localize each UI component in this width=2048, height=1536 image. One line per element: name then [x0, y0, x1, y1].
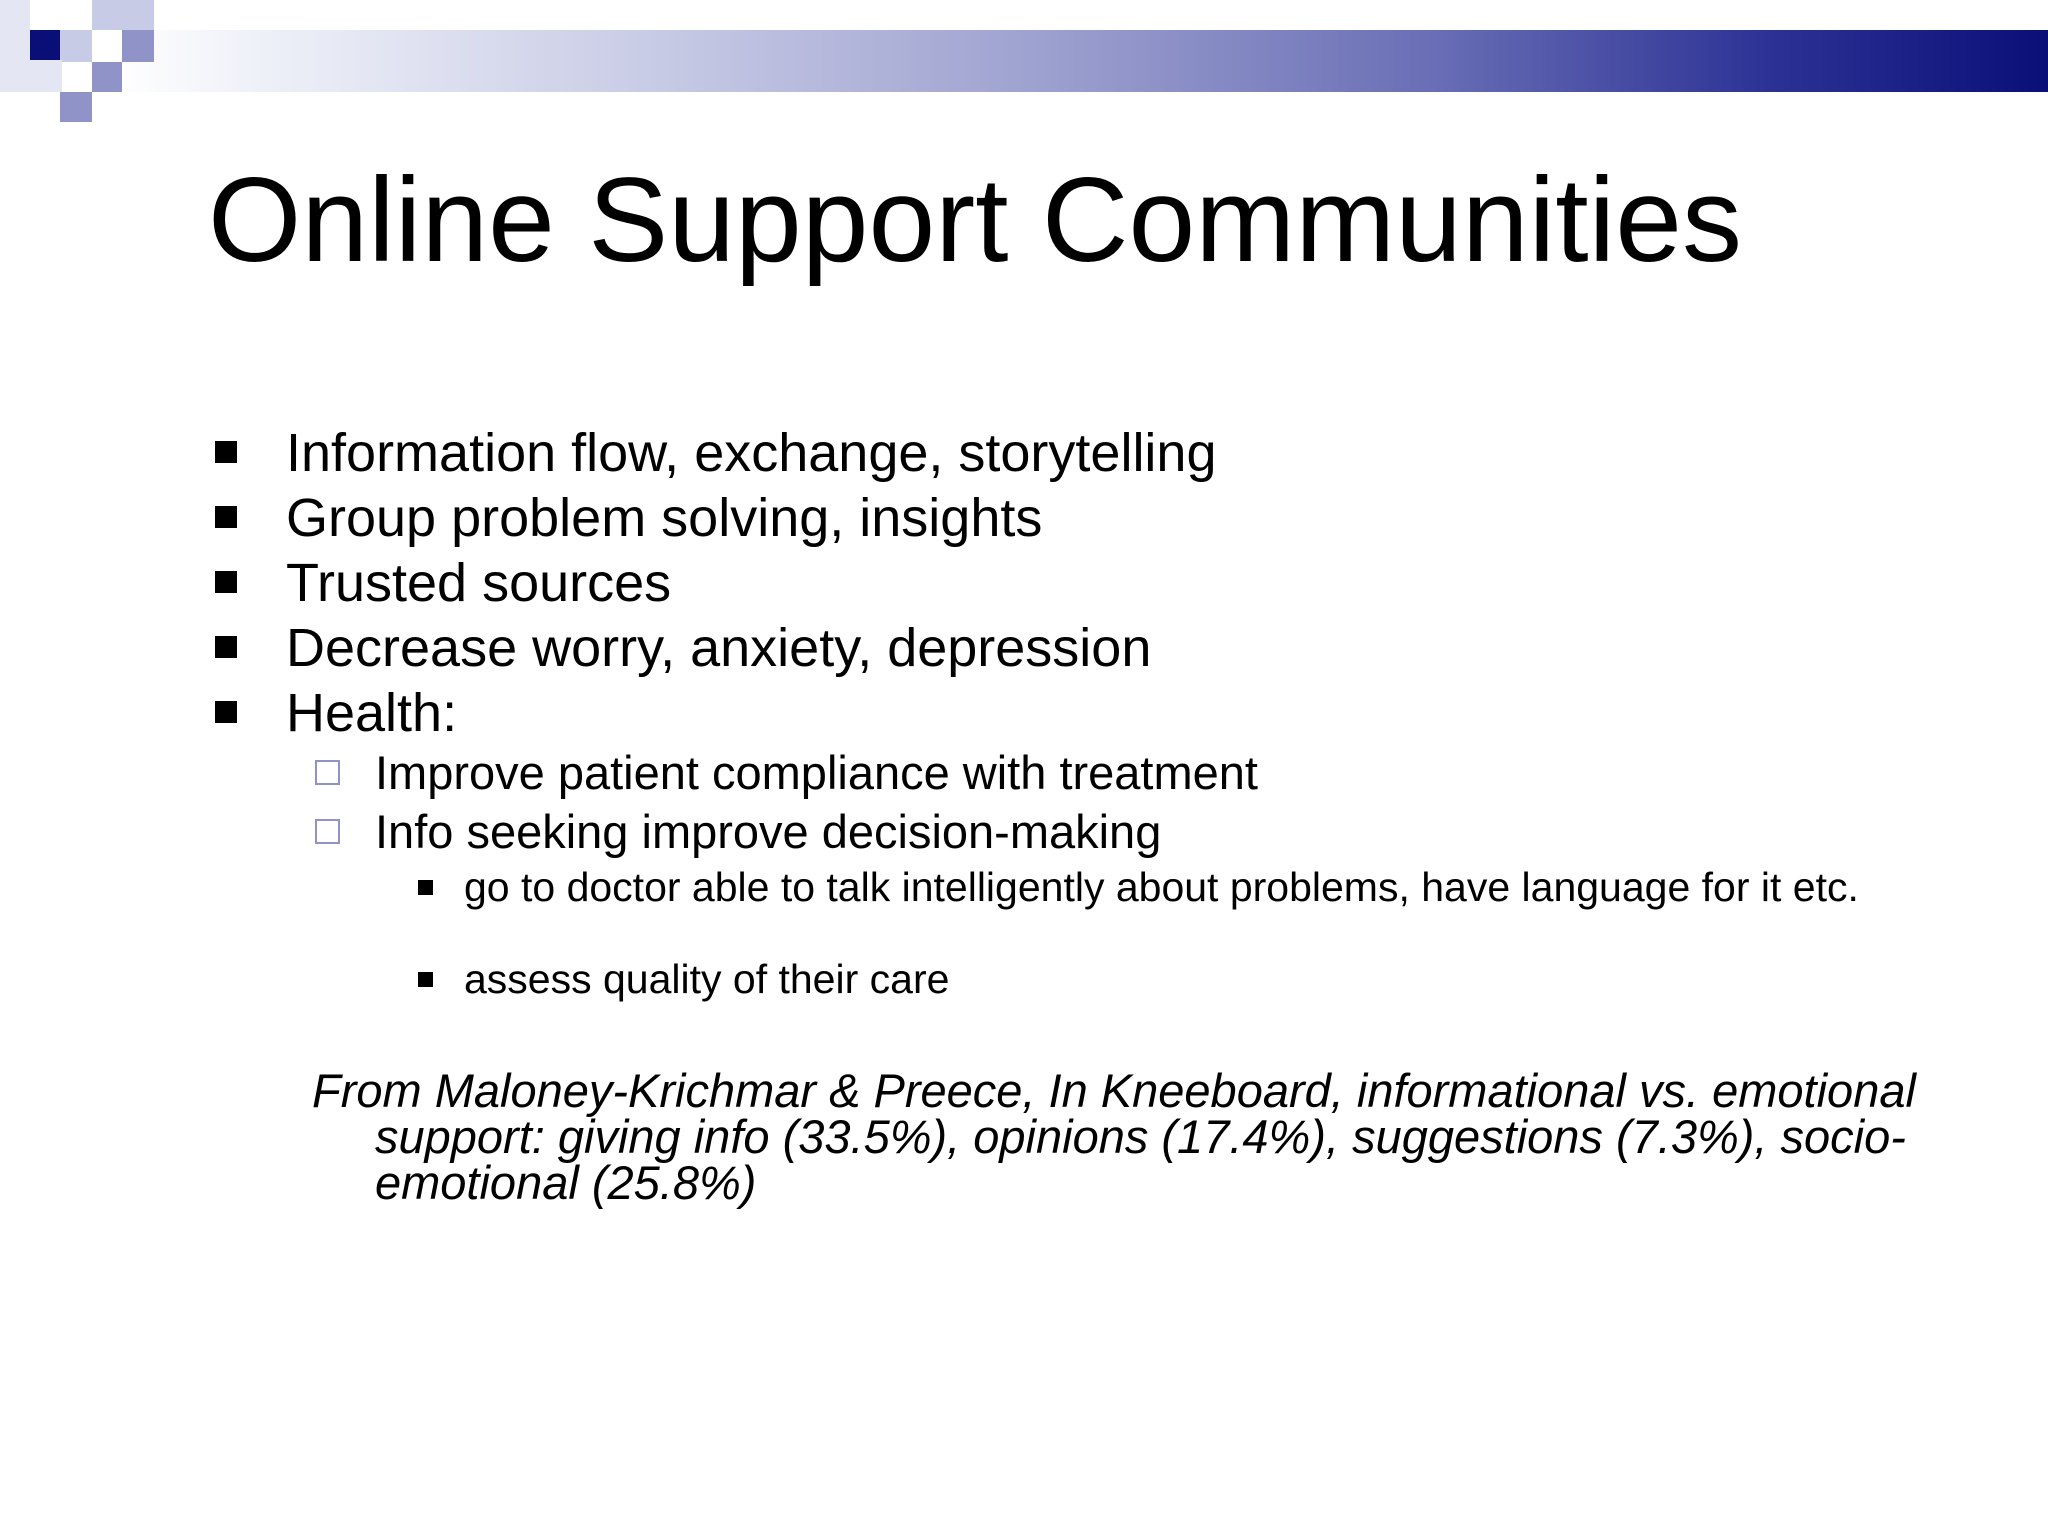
square-bullet-icon [418, 880, 433, 895]
bullet-item: Group problem solving, insights [286, 488, 1043, 548]
slide-title: Online Support Communities [208, 153, 1743, 287]
square-bullet-icon [215, 441, 237, 463]
bullet-item: Decrease worry, anxiety, depression [286, 618, 1152, 678]
bullet-item: Trusted sources [286, 553, 672, 613]
hollow-square-bullet-icon [315, 760, 340, 785]
sub-sub-bullet-item: go to doctor able to talk intelligently about problems, have language for it etc. [464, 864, 1859, 910]
square-bullet-icon [215, 636, 237, 658]
hollow-square-bullet-icon [315, 819, 340, 844]
sub-bullet-item: Info seeking improve decision-making [375, 805, 1162, 858]
sub-bullet-item: Improve patient compliance with treatment [375, 746, 1258, 799]
citation-text: From Maloney-Krichmar & Preece, In Kneeboard, informational vs. emotional support: giving info (33.5%), opinions (17.4%), suggestions (7.3%), socio-emotional (25.8%) [312, 1064, 1916, 1209]
bullet-item: Information flow, exchange, storytelling [286, 423, 1217, 483]
sub-sub-bullet-item: assess quality of their care [464, 956, 950, 1002]
square-bullet-icon [215, 701, 237, 723]
bullet-item: Health: [286, 683, 458, 743]
square-bullet-icon [215, 571, 237, 593]
square-bullet-icon [215, 506, 237, 528]
square-bullet-icon [418, 972, 433, 987]
